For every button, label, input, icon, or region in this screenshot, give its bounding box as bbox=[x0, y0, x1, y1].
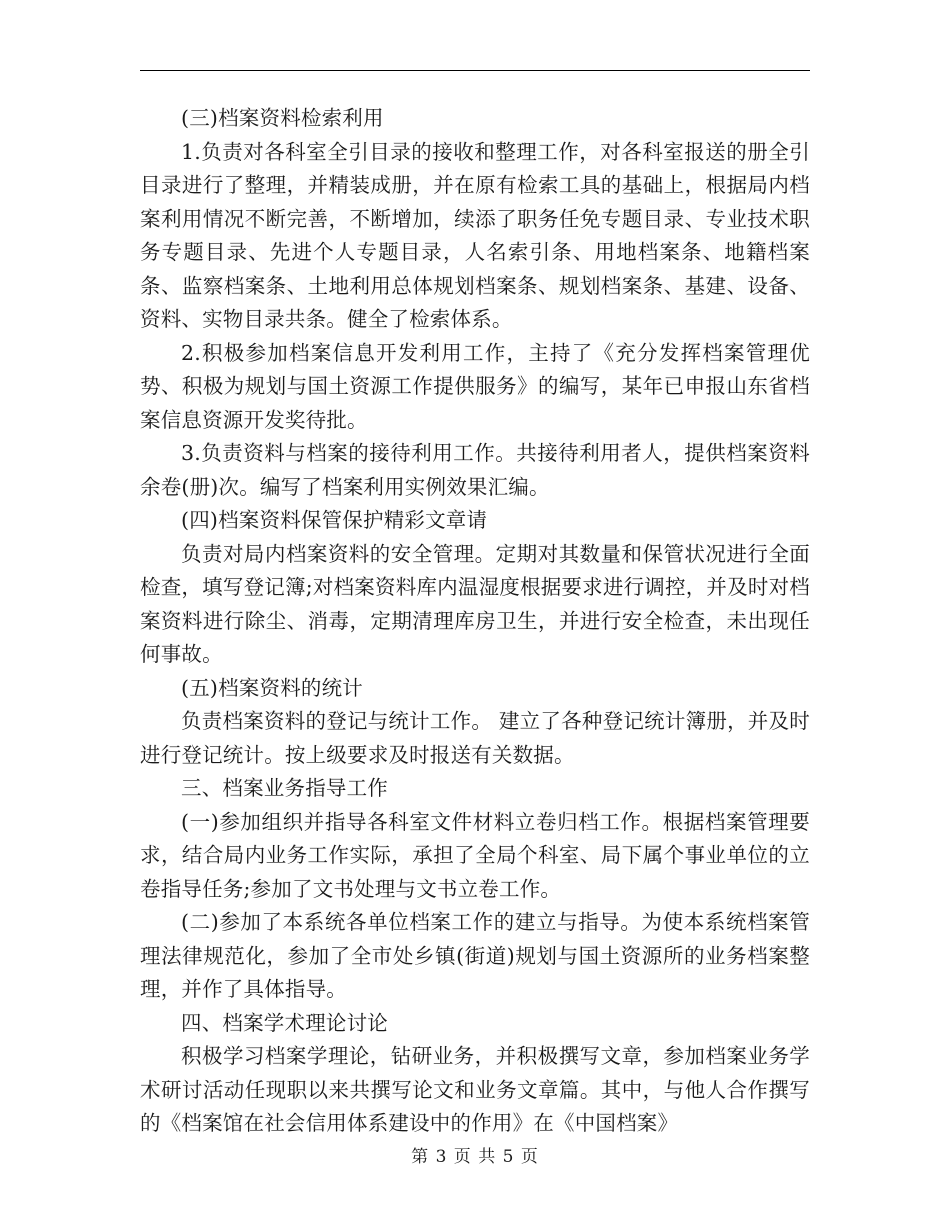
section-heading-storage: (四)档案资料保管保护精彩文章请 bbox=[181, 508, 488, 532]
paragraph-theory: 积极学习档案学理论，钻研业务，并积极撰写文章，参加档案业务学术研讨活动任现职以来共撰写论文和业务文章篇。其中，与他人合作撰写的《档案馆在社会信用体系建设中的作用》在《中国档案》 bbox=[140, 1044, 810, 1135]
section-heading-theory: 四、档案学术理论讨论 bbox=[181, 1010, 388, 1035]
section-heading-retrieval: (三)档案资料检索利用 bbox=[181, 106, 384, 130]
paragraph-retrieval-item-3: 3.负责资料与档案的接待利用工作。共接待利用者人，提供档案资料余卷(册)次。编写了档案利用实例效果汇编。 bbox=[140, 441, 810, 499]
paragraph-storage: 负责对局内档案资料的安全管理。定期对其数量和保管状况进行全面检查，填写登记簿;对档案资料库内温湿度根据要求进行调控，并及时对档案资料进行除尘、消毒，定期清理库房卫生，并进行安全检查，未出现任何事故。 bbox=[140, 541, 810, 666]
paragraph-guidance-2: (二)参加了本系统各单位档案工作的建立与指导。为使本系统档案管理法律规范化，参加了全市处乡镇(街道)规划与国土资源所的业务档案整理，并作了具体指导。 bbox=[140, 910, 810, 1001]
paragraph-retrieval-item-2: 2.积极参加档案信息开发利用工作，主持了《充分发挥档案管理优势、积极为规划与国土资源工作提供服务》的编写，某年已申报山东省档案信息资源开发奖待批。 bbox=[140, 340, 810, 432]
paragraph-retrieval-item-1: 1.负责对各科室全引目录的接收和整理工作，对各科室报送的册全引目录进行了整理，并精装成册，并在原有检索工具的基础上，根据局内档案利用情况不断完善，不断增加，续添了职务任免专题目录、专业技术职务专题目录、先进个人专题目录，人名索引条、用地档案条、地籍档案条、监察档案条、土地利用总体规划档案条、规划档案条、基建、设备、资料、实物目录共条。健全了检索体系。 bbox=[140, 139, 810, 331]
paragraph-guidance-1: (一)参加组织并指导各科室文件材料立卷归档工作。根据档案管理要求，结合局内业务工作实际，承担了全局个科室、局下属个事业单位的立卷指导任务;参加了文书处理与文书立卷工作。 bbox=[140, 809, 810, 901]
section-heading-statistics: (五)档案资料的统计 bbox=[181, 675, 363, 700]
header-rule bbox=[140, 70, 810, 71]
page-number: 第 3 页 共 5 页 bbox=[411, 1147, 539, 1167]
document-body bbox=[140, 102, 810, 1141]
section-heading-guidance: 三、档案业务指导工作 bbox=[181, 776, 388, 800]
paragraph-statistics: 负责档案资料的登记与统计工作。 建立了各种登记统计簿册，并及时进行登记统计。按上级要求及时报送有关数据。 bbox=[140, 709, 810, 767]
